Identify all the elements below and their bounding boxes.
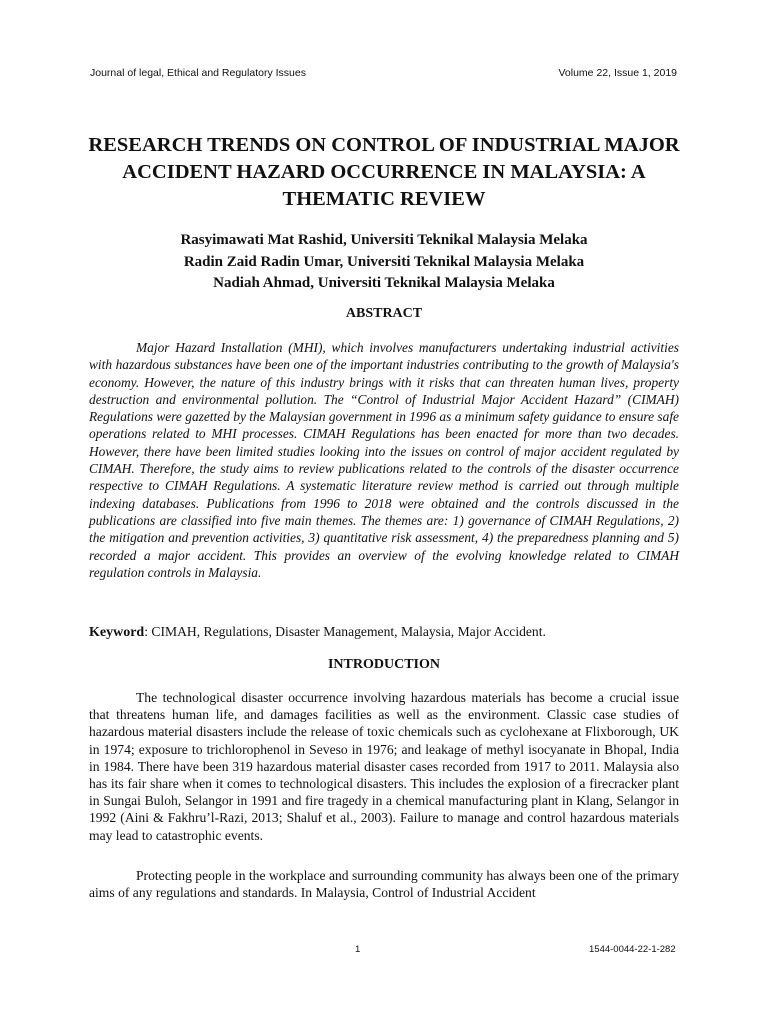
abstract-heading: ABSTRACT [345, 306, 423, 321]
author-line: Rasyimawati Mat Rashid, Universiti Teknikal Malaysia Melaka [180, 232, 588, 248]
author-list [80, 230, 688, 295]
volume-issue: Volume 22, Issue 1, 2019 [558, 67, 677, 79]
article-code: 1544-0044-22-1-282 [589, 944, 676, 955]
journal-name: Journal of legal, Ethical and Regulatory Issues [90, 67, 306, 79]
introduction-paragraph: The technological disaster occurrence involving hazardous materials has become a crucial issue that threatens human life, and damages facilities as well as the environment. Classic case studies of hazardous material disasters include the release of toxic chemicals such as cyclohexane at Flixborough, UK in 1974; exposure to trichlorophenol in Seveso in 1976; and leakage of methyl isocyanate in Bhopal, India in 1984. There have been 319 hazardous material disaster cases recorded from 1917 to 2011. Malaysia also has its fair share when it comes to technological disasters. This includes the explosion of a firecracker plant in Sungai Buloh, Selangor in 1991 and fire tragedy in a chemical manufacturing plant in Klang, Selangor in 1992 (Aini & Fakhru’l-Razi, 2013; Shaluf et al., 2003). Failure to manage and control hazardous materials may lead to catastrophic events. [89, 690, 679, 843]
keyword-label: Keyword [89, 625, 145, 640]
author-line: Radin Zaid Radin Umar, Universiti Teknikal Malaysia Melaka [183, 253, 585, 270]
keyword-text: : CIMAH, Regulations, Disaster Management, Malaysia, Major Accident. [144, 624, 546, 639]
keyword-line [89, 623, 679, 642]
introduction-heading: INTRODUCTION [327, 657, 440, 672]
author-line: Nadiah Ahmad, Universiti Teknikal Malaysia Melaka [213, 275, 555, 291]
paper-title: RESEARCH TRENDS ON CONTROL OF INDUSTRIAL MAJOR ACCIDENT HAZARD OCCURRENCE IN MALAYSIA: A THEMATIC REVIEW [88, 134, 680, 210]
introduction-paragraph: Protecting people in the workplace and surrounding community has always been one of the primary aims of any regulations and standards. In Malaysia, Control of Industrial Accident [89, 868, 679, 901]
abstract-text: Major Hazard Installation (MHI), which involves manufacturers undertaking industrial activities with hazardous substances have been one of the important industries contributing to the growth of Malaysia's economy. However, the nature of this industry brings with it risks that can threaten human lives, property destruction and environmental pollution. The “Control of Industrial Major Accident Hazard” (CIMAH) Regulations were gazetted by the Malaysian government in 1996 as a minimum safety guidance to ensure safe operations related to MHI processes. CIMAH Regulations has been enacted for more than two decades. However, there have been limited studies looking into the issues on control of major accident regulated by CIMAH. Therefore, the study aims to review publications related to the controls of the disaster occurrence respective to CIMAH Regulations. A systematic literature review method is carried out through multiple indexing databases. Publications from 1996 to 2018 were obtained and the controls discussed in the publications are classified into five main themes. The themes are: 1) governance of CIMAH Regulations, 2) the mitigation and prevention activities, 3) quantitative risk assessment, 4) the preparedness planning and 5) recorded a major accident. This provides an overview of the evolving knowledge related to CIMAH regulation controls in Malaysia. [89, 340, 679, 580]
page-number: 1 [355, 944, 361, 955]
